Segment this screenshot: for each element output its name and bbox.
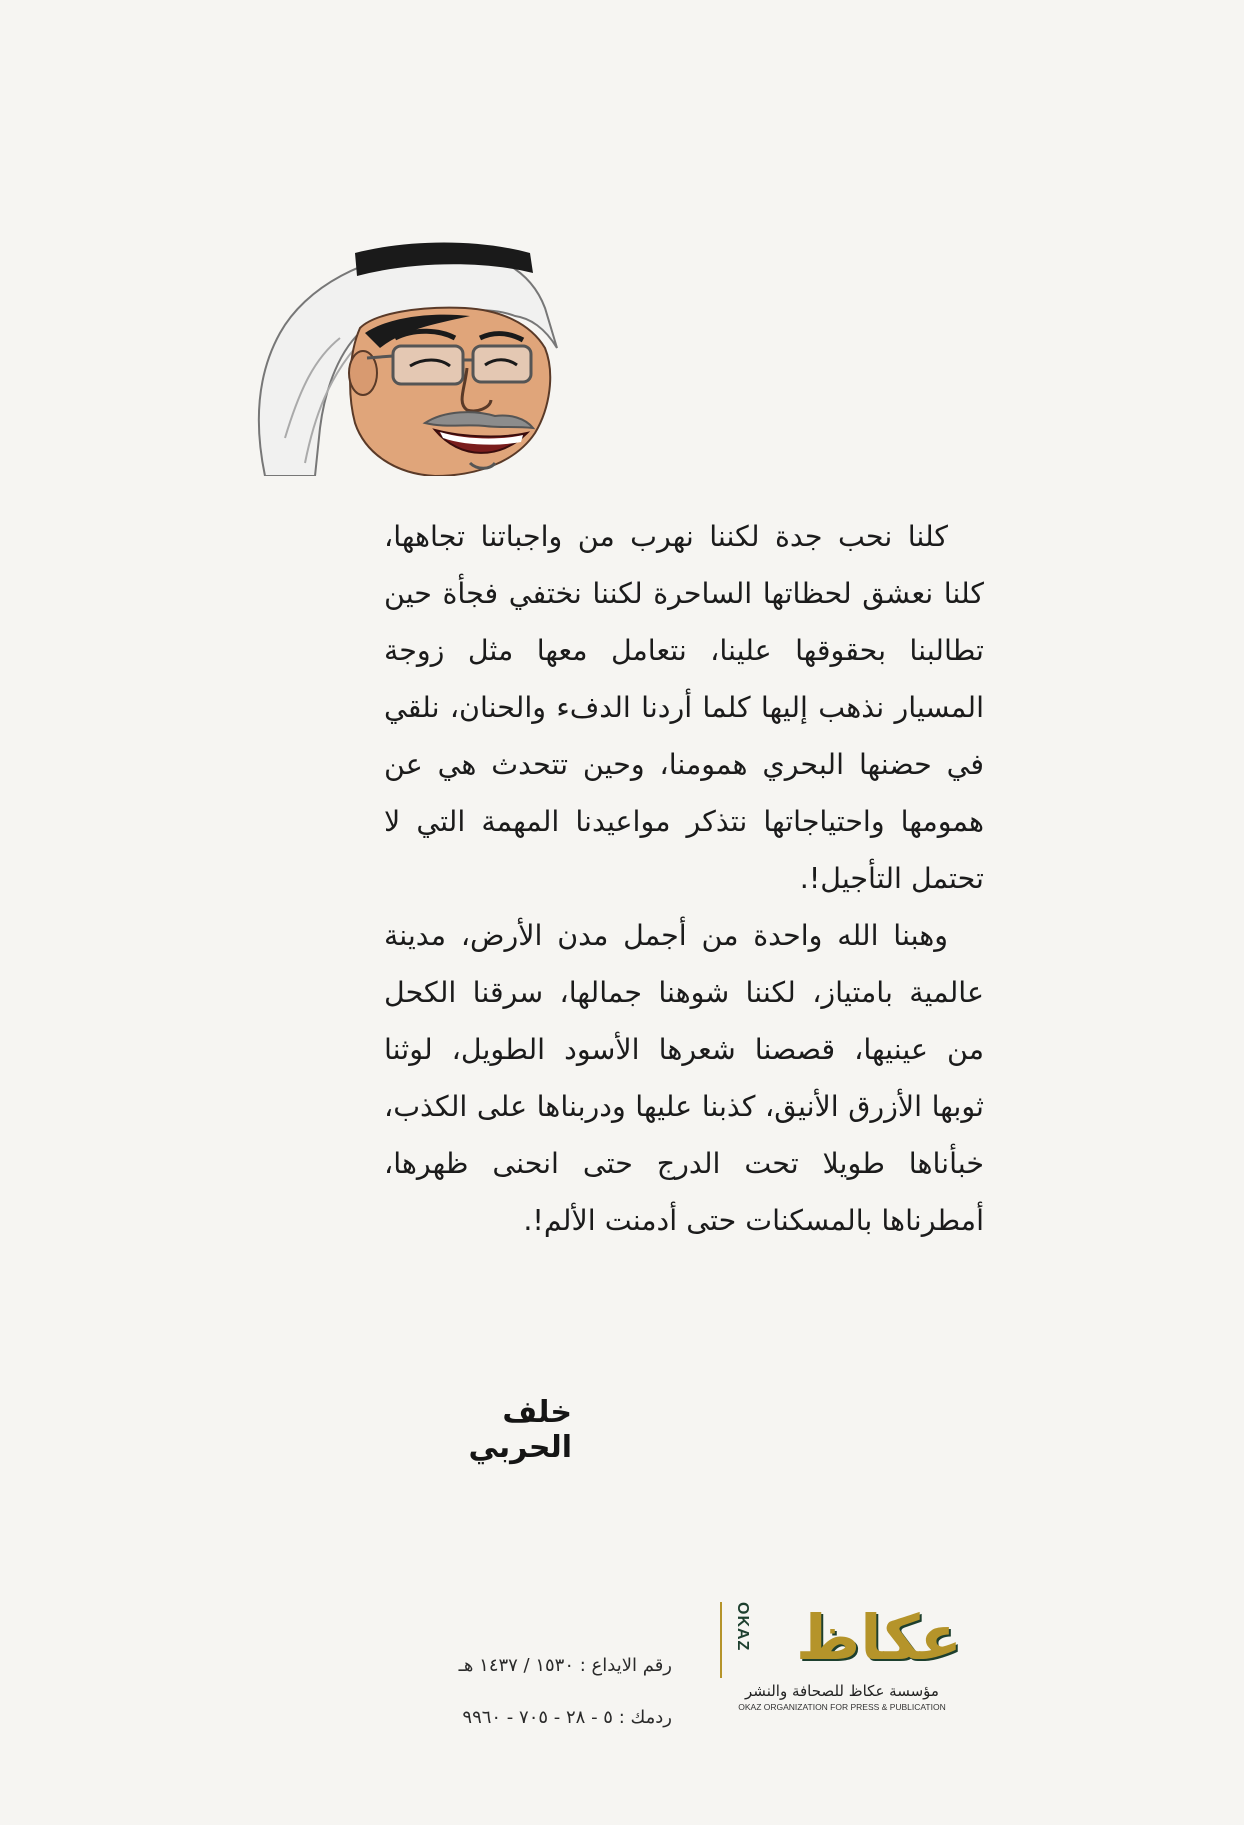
imprint-info [392,1640,672,1744]
publisher-name-english: OKAZ ORGANIZATION FOR PRESS & PUBLICATION [738,1702,946,1712]
logo-arabic-wordmark: عكاظ [795,1601,962,1674]
deposit-number: رقم الايداع : ١٥٣٠ / ١٤٣٧ هـ [458,1655,672,1676]
publisher-logo [712,1598,972,1718]
paragraph: كلنا نحب جدة لكننا نهرب من واجباتنا تجاهها، كلنا نعشق لحظاتها الساحرة لكننا نختفي فجأة حين تطالبنا بحقوقها علينا، نتعامل معها مثل زوجة المسيار نذهب إليها كلما أردنا الدفء والحنان، نلقي في حضنها البحري همومنا، وحين تتحدث هي عن همومها واحتياجاتها نتذكر مواعيدنا المهمة التي لا تحتمل التأجيل!. [384,520,984,895]
paragraph: وهبنا الله واحدة من أجمل مدن الأرض، مدينة عالمية بامتياز، لكننا شوهنا جمالها، سرقنا الكحل من عينيها، قصصنا شعرها الأسود الطويل، لوثنا ثوبها الأزرق الأنيق، كذبنا عليها ودربناها على الكذب، خبأناها طويلا تحت الدرج حتى انحنى ظهرها، أمطرناها بالمسكنات حتى أدمنت الألم!. [384,919,984,1237]
author-caricature [245,238,565,476]
author-name: خلف الحربي [468,1395,572,1465]
back-cover-text [384,508,984,1249]
logo-latin-wordmark: OKAZ [720,1602,751,1678]
publisher-name-arabic: مؤسسة عكاظ للصحافة والنشر [745,1682,939,1700]
isbn-number: ردمك : ٥ - ٢٨ - ٧٠٥ - ٩٩٦٠ [462,1707,672,1728]
